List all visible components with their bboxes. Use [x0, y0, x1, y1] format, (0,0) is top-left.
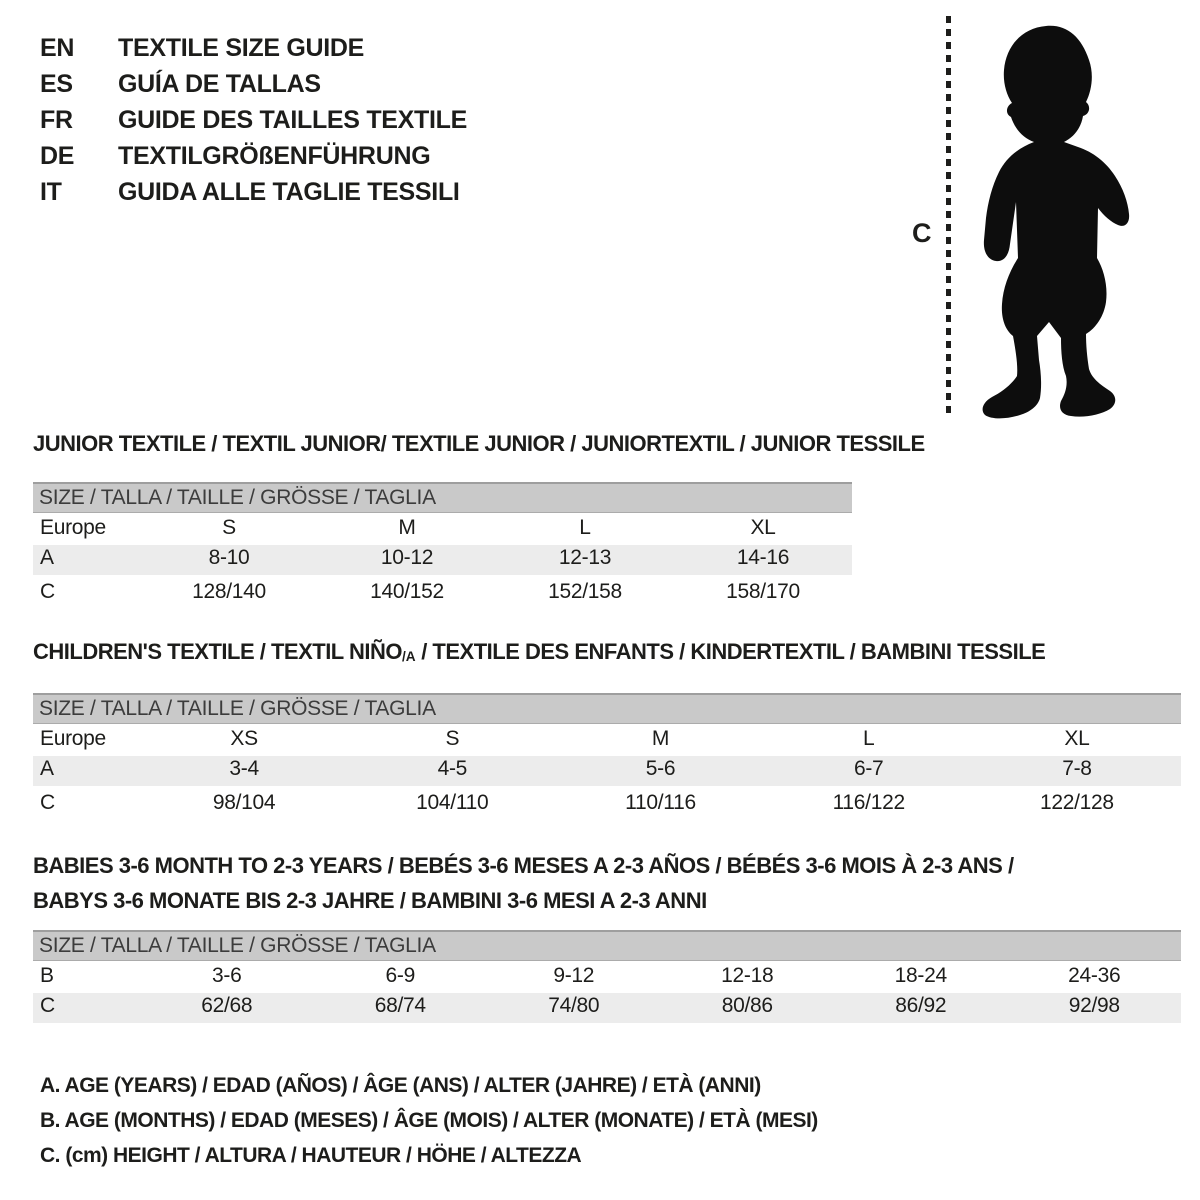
guide-title: GUIDE DES TAILLES TEXTILE	[118, 106, 468, 134]
size-value-cell: 80/86	[721, 994, 773, 1017]
size-value-cell: M	[398, 516, 416, 539]
row-label: Europe	[40, 727, 106, 750]
size-value-cell: 4-5	[437, 757, 468, 780]
size-value-cell: L	[863, 727, 875, 750]
babies-title-line-2: BABYS 3-6 MONATE BIS 2-3 JAHRE / BAMBINI 3-6 MESI A 2-3 ANNI	[33, 888, 707, 913]
size-value-cell: XL	[750, 516, 776, 539]
size-value-cell: 62/68	[201, 994, 253, 1017]
size-value-cell: 8-10	[208, 546, 250, 569]
children-title-sub: /A	[401, 649, 416, 665]
language-code: EN	[40, 34, 75, 62]
size-value-cell: 9-12	[553, 964, 595, 987]
size-value-cell: 10-12	[380, 546, 434, 569]
children-title-post: / TEXTILE DES ENFANTS / KINDERTEXTIL / BAMBINI TESSILE	[415, 639, 1046, 664]
children-size-header-bar: SIZE / TALLA / TAILLE / GRÖSSE / TAGLIA	[33, 693, 1181, 724]
babies-textile-section	[33, 848, 1181, 1025]
size-value-cell: S	[445, 727, 460, 750]
language-row-es	[40, 66, 467, 102]
size-table-row-a	[33, 543, 852, 577]
row-label: Europe	[40, 516, 106, 539]
size-value-cell: 104/110	[416, 791, 489, 814]
toddler-silhouette-icon	[960, 20, 1140, 420]
children-title-pre: CHILDREN'S TEXTILE / TEXTIL NIÑO	[33, 639, 402, 664]
babies-size-table	[33, 961, 1181, 1025]
size-value-cell: 7-8	[1062, 757, 1092, 780]
language-row-it	[40, 174, 467, 210]
size-table-row-a	[33, 754, 1181, 788]
row-label: C	[40, 994, 55, 1017]
measure-legend	[40, 1068, 818, 1173]
guide-title: TEXTILGRÖßENFÜHRUNG	[118, 142, 431, 170]
size-table-row-b	[33, 961, 1181, 991]
size-value-cell: 116/122	[832, 791, 905, 814]
size-value-cell: 3-6	[212, 964, 242, 987]
guide-title: GUÍA DE TALLAS	[118, 70, 321, 98]
guide-title: GUIDA ALLE TAGLIE TESSILI	[118, 178, 460, 206]
size-value-cell: 140/152	[370, 580, 444, 603]
legend-height-cm: C. (cm) HEIGHT / ALTURA / HAUTEUR / HÖHE / ALTEZZA	[40, 1144, 582, 1167]
junior-size-table	[33, 513, 852, 607]
size-value-cell: 14-16	[736, 546, 790, 569]
size-value-cell: M	[651, 727, 670, 750]
size-value-cell: XL	[1064, 727, 1090, 750]
size-value-cell: 18-24	[894, 964, 947, 987]
children-size-table	[33, 724, 1181, 818]
legend-age-years: A. AGE (YEARS) / EDAD (AÑOS) / ÂGE (ANS) / ALTER (JAHRE) / ETÀ (ANNI)	[40, 1074, 761, 1097]
language-code: ES	[40, 70, 73, 98]
size-value-cell: 6-7	[853, 757, 884, 780]
size-table-row-c	[33, 577, 852, 607]
language-row-de	[40, 138, 467, 174]
size-value-cell: 12-13	[558, 546, 612, 569]
row-label: C	[40, 580, 55, 603]
language-code: FR	[40, 106, 73, 134]
babies-section-title	[33, 848, 1181, 918]
size-value-cell: 3-4	[229, 757, 259, 780]
children-textile-section	[33, 640, 1181, 818]
size-value-cell: XS	[230, 727, 258, 750]
children-section-title	[33, 640, 1181, 667]
row-label: C	[40, 791, 55, 814]
language-row-fr	[40, 102, 467, 138]
babies-title-line-1: BABIES 3-6 MONTH TO 2-3 YEARS / BEBÉS 3-6 MESES A 2-3 AÑOS / BÉBÉS 3-6 MOIS À 2-3 ANS /	[33, 853, 1014, 878]
junior-section-title: JUNIOR TEXTILE / TEXTIL JUNIOR/ TEXTILE JUNIOR / JUNIORTEXTIL / JUNIOR TESSILE	[33, 431, 925, 456]
language-row-en	[40, 30, 467, 66]
guide-title: TEXTILE SIZE GUIDE	[118, 34, 365, 62]
size-value-cell: 74/80	[548, 994, 600, 1017]
size-value-cell: 6-9	[385, 964, 415, 987]
junior-textile-section	[33, 431, 925, 607]
height-measure-label: C	[912, 218, 932, 248]
size-value-cell: 152/158	[548, 580, 622, 603]
size-value-cell: 122/128	[1040, 791, 1114, 814]
size-value-cell: 68/74	[374, 994, 426, 1017]
size-value-cell: 5-6	[645, 757, 676, 780]
size-value-cell: S	[222, 516, 236, 539]
size-table-row-c	[33, 788, 1181, 818]
size-value-cell: 86/92	[895, 994, 947, 1017]
junior-size-header-bar: SIZE / TALLA / TAILLE / GRÖSSE / TAGLIA	[33, 482, 852, 513]
size-table-row-europe	[33, 724, 1181, 754]
row-label: A	[40, 546, 54, 569]
size-value-cell: 12-18	[721, 964, 774, 987]
size-table-row-europe	[33, 513, 852, 543]
babies-size-header-bar: SIZE / TALLA / TAILLE / GRÖSSE / TAGLIA	[33, 930, 1181, 961]
row-label: A	[40, 757, 54, 780]
size-value-cell: L	[579, 516, 591, 539]
size-value-cell: 128/140	[192, 580, 266, 603]
legend-age-months: B. AGE (MONTHS) / EDAD (MESES) / ÂGE (MOIS) / ALTER (MONATE) / ETÀ (MESI)	[40, 1109, 818, 1132]
row-label: B	[40, 964, 54, 987]
size-value-cell: 24-36	[1068, 964, 1121, 987]
size-value-cell: 158/170	[726, 580, 800, 603]
size-value-cell: 98/104	[212, 791, 276, 814]
size-value-cell: 110/116	[625, 791, 696, 814]
language-title-list	[40, 30, 467, 210]
language-code: DE	[40, 142, 75, 170]
height-measure-dashed-line	[946, 16, 951, 416]
baby-figure	[900, 0, 1160, 430]
size-value-cell: 92/98	[1068, 994, 1120, 1017]
language-code: IT	[40, 178, 62, 206]
size-table-row-c	[33, 991, 1181, 1025]
